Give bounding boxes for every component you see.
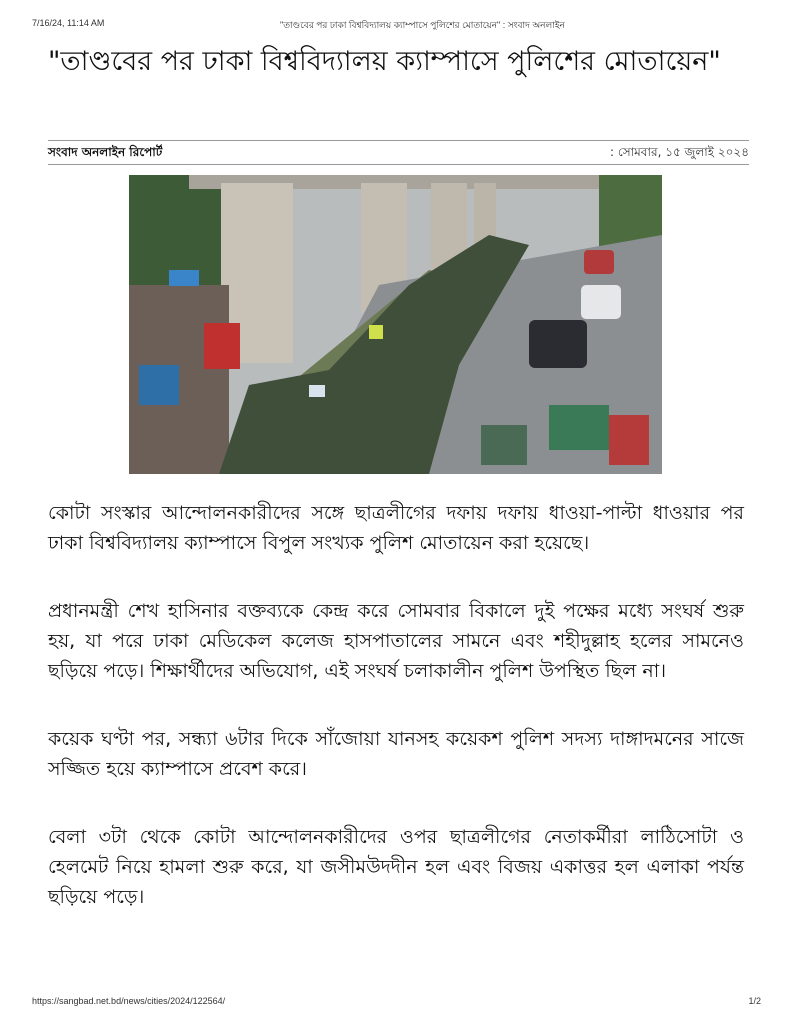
print-datetime: 7/16/24, 11:14 AM (32, 18, 105, 28)
car-red (584, 250, 614, 274)
byline-divider-top (48, 140, 749, 141)
article-body (48, 498, 744, 950)
print-doc-title: "তাণ্ডবের পর ঢাকা বিশ্ববিদ্যালয় ক্যাম্পাসে পুলিশের মোতায়েন" : সংবাদ অনলাইন (280, 20, 565, 30)
print-footer (32, 996, 761, 1010)
metro-pillar (474, 183, 496, 243)
byline-author: সংবাদ অনলাইন রিপোর্ট (48, 145, 163, 159)
rickshaw (609, 415, 649, 465)
byline-divider-bottom (48, 164, 749, 165)
news-photo (129, 175, 662, 474)
byline-bar (48, 144, 749, 164)
article-headline: "তাণ্ডবের পর ঢাকা বিশ্ববিদ্যালয় ক্যাম্পাসে পুলিশের মোতায়েন" (48, 46, 721, 77)
page-number: 1/2 (748, 996, 761, 1006)
article-paragraph: প্রধানমন্ত্রী শেখ হাসিনার বক্তব্যকে কেন্দ্র করে সোমবার বিকালে দুই পক্ষের মধ্যে সংঘর্ষ শুরু হয়, যা পরে ঢাকা মেডিকেল কলেজ হাসপাতালের সামনে এবং শহীদুল্লাহ হলের সামনেও ছড়িয়ে পড়ে। শিক্ষার্থীদের অভিযোগ, এই সংঘর্ষ চলাকালীন পুলিশ উপস্থিত ছিল না। (48, 600, 744, 682)
car-white (581, 285, 621, 319)
page-url[interactable]: https://sangbad.net.bd/news/cities/2024/122564/ (32, 996, 226, 1006)
publish-date: : সোমবার, ১৫ জুলাই ২০২৪ (610, 145, 749, 159)
cng-rickshaw (481, 425, 527, 465)
article-paragraph: কয়েক ঘণ্টা পর, সন্ধ্যা ৬টার দিকে সাঁজোয়া যানসহ কয়েকশ পুলিশ সদস্য দাঙ্গাদমনের সাজে সজ্জিত হয়ে ক্যাম্পাসে প্রবেশ করে। (48, 728, 744, 780)
umbrella (139, 365, 179, 405)
print-header (32, 18, 761, 32)
news-photo-illustration (129, 175, 662, 474)
article-paragraph: বেলা ৩টা থেকে কোটা আন্দোলনকারীদের ওপর ছাত্রলীগের নেতাকর্মীরা লাঠিসোটা ও হেলমেট নিয়ে হামলা শুরু করে, যা জসীমউদদীন হল এবং বিজয় একাত্তর হল এলাকা পর্যন্ত ছড়িয়ে পড়ে। (48, 826, 744, 908)
article-paragraph: কোটা সংস্কার আন্দোলনকারীদের সঙ্গে ছাত্রলীগের দফায় দফায় ধাওয়া-পাল্টা ধাওয়ার পর ঢাকা বিশ্ববিদ্যালয় ক্যাম্পাসে বিপুল সংখ্যক পুলিশ মোতায়েন করা হয়েছে। (48, 502, 744, 554)
car-dark (529, 320, 587, 368)
red-signboard (204, 323, 240, 369)
cng-rickshaw (549, 405, 609, 450)
onlooker (309, 385, 325, 397)
reflective-vest (369, 325, 383, 339)
trees-left (129, 175, 224, 285)
umbrella (169, 270, 199, 286)
